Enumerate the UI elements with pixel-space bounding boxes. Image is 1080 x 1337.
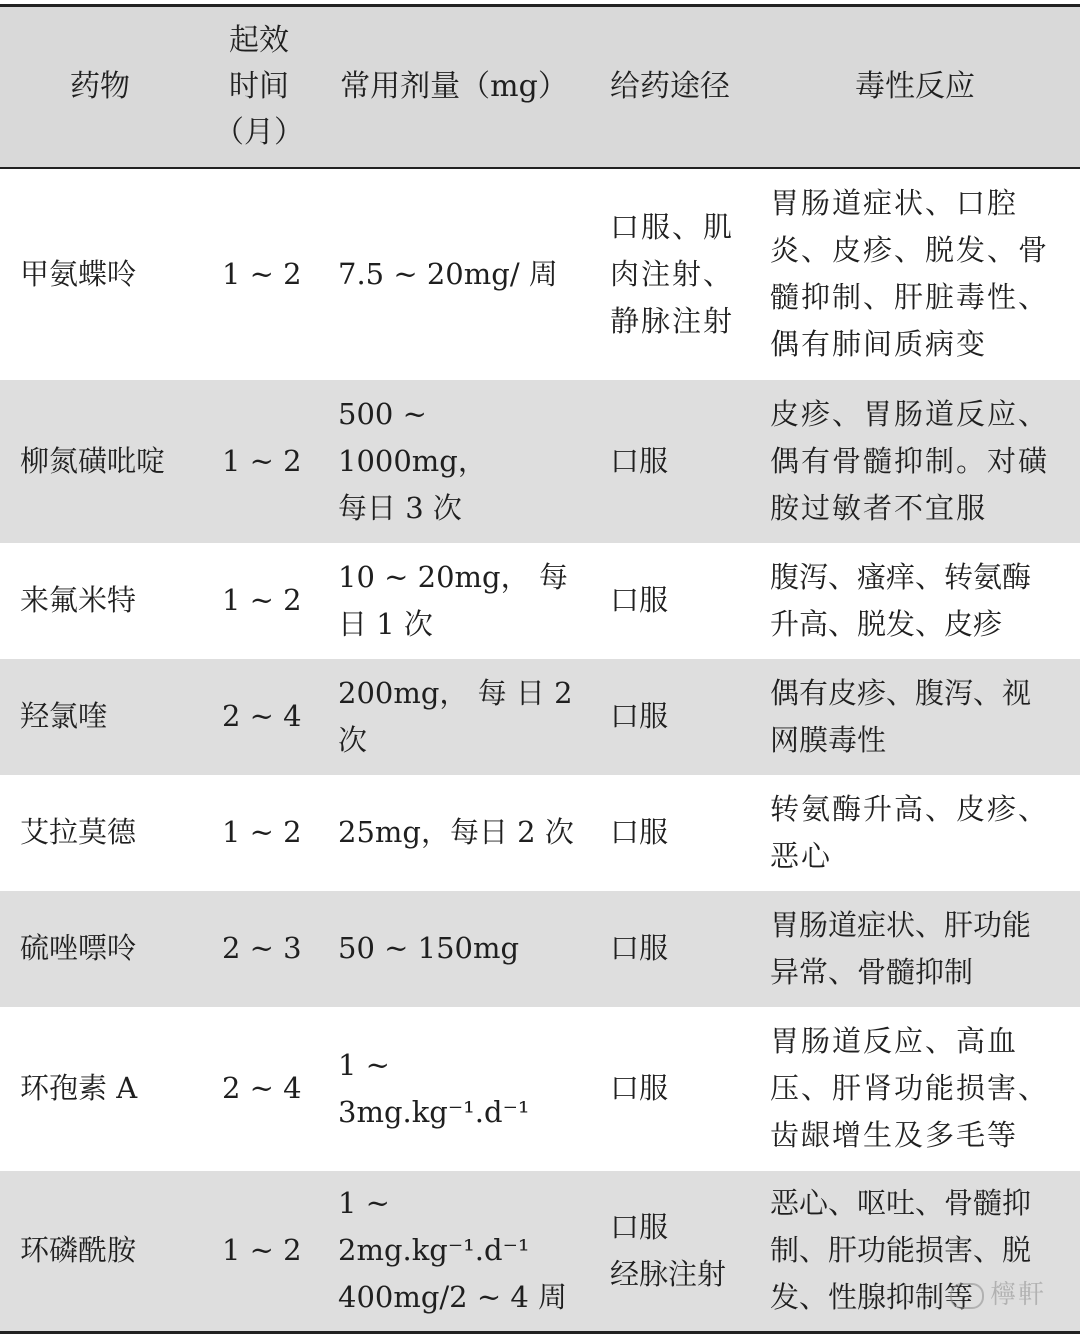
cell-onset: 1 ~ 2 (222, 256, 302, 291)
cell-route: 口服 (610, 583, 669, 617)
cell-dose: 500 ~ 1000mg， 每日 3 次 (338, 396, 487, 525)
wechat-icon (950, 1283, 984, 1309)
cell-toxicity: 偶有皮疹、腹泻、视 网膜毒性 (770, 675, 1032, 757)
table-row (0, 775, 1080, 891)
table-row (0, 891, 1080, 1007)
cell-toxicity: 皮疹、胃肠道反应、 偶有骨髓抑制。对磺 胺过敏者不宜服 (770, 396, 1050, 525)
table-row (0, 543, 1080, 659)
table-row (0, 168, 1080, 380)
cell-drug: 环磷酰胺 (20, 1233, 137, 1268)
cell-dose: 25mg，每日 2 次 (338, 815, 574, 849)
cell-dose: 7.5 ~ 20mg/ 周 (338, 256, 558, 291)
cell-drug: 甲氨蝶呤 (20, 256, 137, 291)
header-row (0, 6, 1080, 168)
header-toxicity: 毒性反应 (855, 68, 975, 104)
cell-toxicity: 恶心、呕吐、骨髓抑 制、肝功能损害、脱 发、性腺抑制等 (770, 1186, 1032, 1315)
cell-onset: 1 ~ 2 (222, 1233, 302, 1268)
cell-route: 口服、肌 肉注射、 静脉注射 (610, 209, 735, 338)
table-row (0, 659, 1080, 775)
cell-drug: 来氟米特 (20, 583, 137, 617)
watermark (950, 1274, 1046, 1311)
header-dose: 常用剂量（mg） (340, 68, 568, 104)
cell-drug: 羟氯喹 (20, 699, 108, 733)
cell-drug: 艾拉莫德 (20, 815, 137, 849)
header-onset: 起效 时间 （月） (214, 22, 304, 150)
cell-toxicity: 胃肠道反应、高血 压、肝肾功能损害、 齿龈增生及多毛等 (770, 1024, 1050, 1152)
cell-route: 口服 (610, 815, 669, 849)
drug-table (0, 4, 1080, 1334)
cell-onset: 1 ~ 2 (222, 443, 302, 478)
cell-onset: 1 ~ 2 (222, 815, 302, 849)
watermark-text: 檸軒 (989, 1280, 1046, 1310)
cell-toxicity: 胃肠道症状、口腔 炎、皮疹、脱发、骨 髓抑制、肝脏毒性、 偶有肺间质病变 (770, 186, 1050, 361)
cell-dose: 10 ~ 20mg， 每 日 1 次 (338, 559, 568, 641)
cell-drug: 柳氮磺吡啶 (20, 443, 166, 478)
cell-toxicity: 腹泻、瘙痒、转氨酶 升高、脱发、皮疹 (770, 559, 1032, 641)
cell-onset: 2 ~ 4 (222, 1071, 302, 1105)
cell-toxicity: 胃肠道症状、肝功能 异常、骨髓抑制 (770, 907, 1032, 989)
cell-dose: 1 ~ 3mg.kg⁻¹.d⁻¹ (338, 1047, 530, 1129)
table-row (0, 1171, 1080, 1333)
header-route: 给药途径 (610, 68, 730, 104)
cell-route: 口服 (610, 1071, 669, 1105)
table-row (0, 380, 1080, 543)
cell-onset: 2 ~ 3 (222, 931, 302, 965)
cell-drug: 环孢素 A (20, 1071, 138, 1105)
cell-dose: 200mg， 每 日 2 次 (338, 675, 573, 757)
cell-route: 口服 (610, 931, 669, 965)
cell-route: 口服 (610, 699, 669, 733)
cell-route: 口服 (610, 443, 669, 478)
cell-dose: 1 ~ 2mg.kg⁻¹.d⁻¹ 400mg/2 ~ 4 周 (338, 1186, 568, 1315)
cell-dose: 50 ~ 150mg (338, 931, 520, 965)
table-body (0, 168, 1080, 1333)
cell-route: 口服 经脉注射 (610, 1209, 727, 1291)
table-row (0, 1007, 1080, 1171)
cell-onset: 2 ~ 4 (222, 699, 302, 733)
cell-drug: 硫唑嘌呤 (20, 931, 137, 965)
table-header (0, 6, 1080, 168)
header-drug: 药物 (70, 68, 130, 104)
cell-onset: 1 ~ 2 (222, 583, 302, 617)
cell-toxicity: 转氨酶升高、皮疹、 恶心 (770, 791, 1050, 873)
